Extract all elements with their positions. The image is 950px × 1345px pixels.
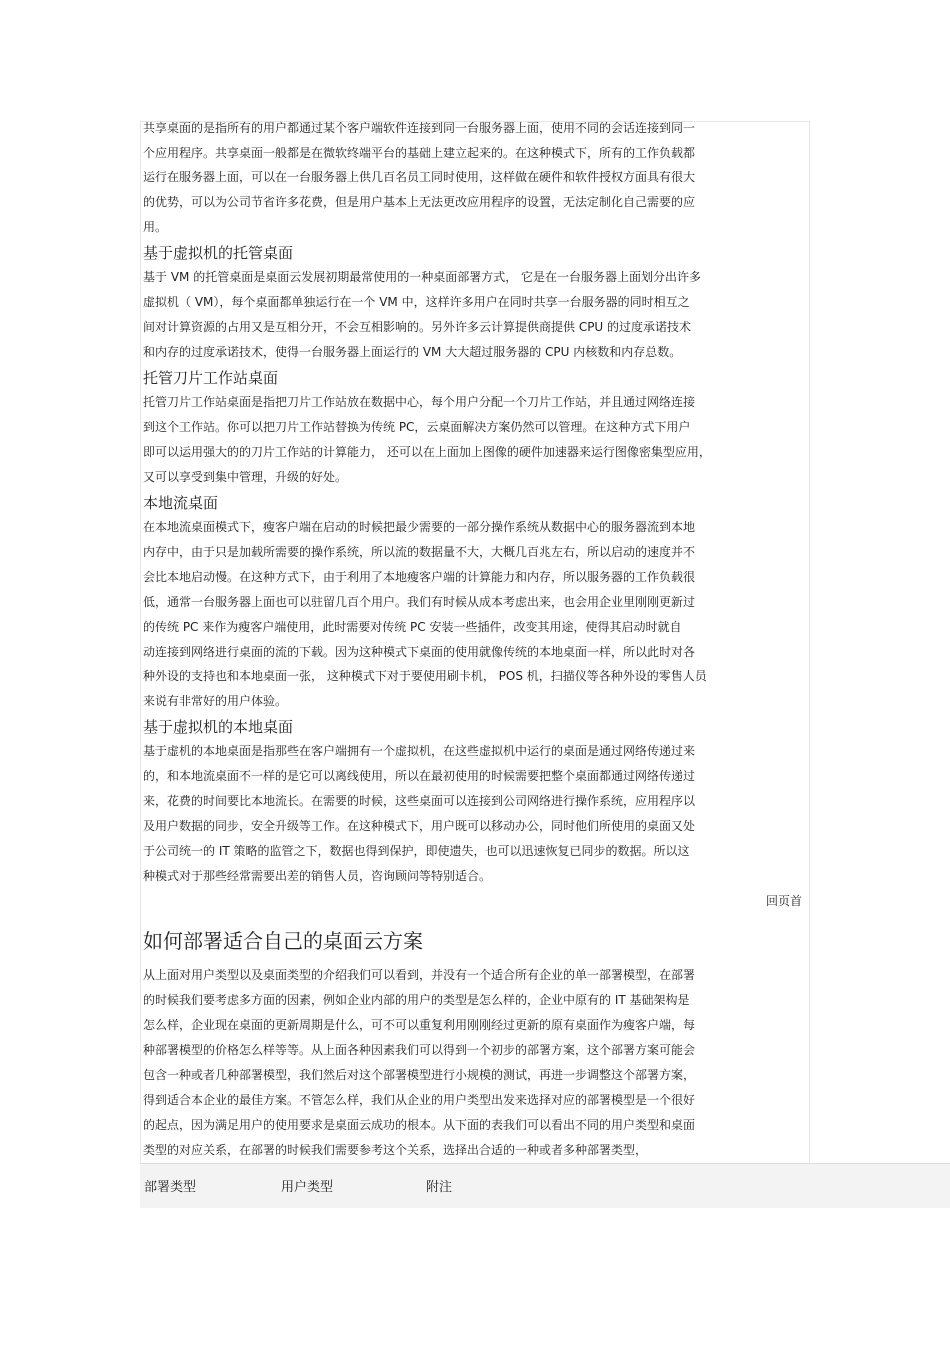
paragraph-line: 到这个工作站。你可以把刀片工作站替换为传统 PC，云桌面解决方案仍然可以管理。在这种方式下用户 — [143, 420, 691, 434]
paragraph-line: 及用户数据的同步，安全升级等工作。在这种模式下，用户既可以移动办公，同时他们所使用的桌面又处 — [143, 819, 696, 833]
table-header-notes: 附注 — [426, 1180, 453, 1195]
paragraph-line: 类型的对应关系，在部署的时候我们需要参考这个关系，选择出合适的一种或者多种部署类型， — [143, 1143, 648, 1157]
paragraph-line: 的，和本地流桌面不一样的是它可以离线使用，所以在最初使用的时候需要把整个桌面都通过网络传递过 — [143, 769, 696, 783]
paragraph-line: 于公司统一的 IT 策略的监管之下，数据也得到保护，即使遗失，也可以迅速恢复已同步的数据。所以这 — [143, 844, 690, 858]
paragraph-line: 来，花费的时间要比本地流长。在需要的时候，这些桌面可以连接到公司网络进行操作系统，应用程序以 — [143, 794, 696, 808]
paragraph-line: 运行在服务器上面，可以在一台服务器上供几百名员工同时使用，这样做在硬件和软件授权方面具有很大 — [143, 170, 696, 184]
paragraph-line: 得到适合本企业的最佳方案。不管怎么样，我们从企业的用户类型出发来选择对应的部署模型是一个很好 — [143, 1093, 696, 1107]
paragraph-line: 基于 VM 的托管桌面是桌面云发展初期最常使用的一种桌面部署方式， 它是在一台服务器上面划分出许多 — [143, 270, 702, 284]
paragraph-line: 包含一种或者几种部署模型，我们然后对这个部署模型进行小规模的测试，再进一步调整这个部署方案， — [143, 1068, 696, 1082]
paragraph-line: 动连接到网络进行桌面的流的下载。因为这种模式下桌面的使用就像传统的本地桌面一样，所以此时对各 — [143, 645, 696, 659]
paragraph-line: 和内存的过度承诺技术，使得一台服务器上面运行的 VM 大大超过服务器的 CPU 内核数和内存总数。 — [143, 345, 682, 359]
section-heading: 基于虚拟机的托管桌面 — [143, 244, 294, 262]
paragraph-line: 种模式对于那些经常需要出差的销售人员，咨询顾问等特别适合。 — [143, 869, 492, 883]
paragraph-line: 内存中，由于只是加载所需要的操作系统，所以流的数据量不大，大概几百兆左右，所以启动的速度并不 — [143, 545, 696, 559]
paragraph-line: 即可以运用强大的的刀片工作站的计算能力， 还可以在上面加上图像的硬件加速器来运行图像密集型应用， — [143, 445, 711, 459]
paragraph-line: 的优势，可以为公司节省许多花费，但是用户基本上无法更改应用程序的设置，无法定制化自己需要的应 — [143, 195, 696, 209]
paragraph-line: 间对计算资源的占用又是互相分开，不会互相影响的。另外许多云计算提供商提供 CPU 的过度承诺技术 — [143, 320, 692, 334]
paragraph-line: 在本地流桌面模式下，瘦客户端在启动的时候把最少需要的一部分操作系统从数据中心的服务器流到本地 — [143, 520, 696, 534]
paragraph-line: 个应用程序。共享桌面一般都是在微软终端平台的基础上建立起来的。在这种模式下，所有的工作负载都 — [143, 146, 696, 160]
paragraph-line: 又可以享受到集中管理，升级的好处。 — [143, 470, 348, 484]
paragraph-line: 托管刀片工作站桌面是指把刀片工作站放在数据中心，每个用户分配一个刀片工作站，并且通过网络连接 — [143, 395, 696, 409]
paragraph-line: 的传统 PC 来作为瘦客户端使用，此时需要对传统 PC 安装一些插件，改变其用途，使得其启动时就自 — [143, 620, 682, 634]
deployment-table-header — [140, 1163, 950, 1208]
paragraph-line: 低，通常一台服务器上面也可以驻留几百个用户。我们有时候从成本考虑出来，也会用企业里刚刚更新过 — [143, 595, 696, 609]
paragraph-line: 来说有非常好的用户体验。 — [143, 694, 288, 708]
paragraph-line: 怎么样，企业现在桌面的更新周期是什么，可不可以重复利用刚刚经过更新的原有桌面作为瘦客户端，每 — [143, 1018, 696, 1032]
paragraph-line: 虚拟机（ VM），每个桌面都单独运行在一个 VM 中，这样许多用户在同时共享一台服务器的同时相互之 — [143, 295, 690, 309]
table-header-user-type: 用户类型 — [281, 1180, 334, 1195]
paragraph-line: 基于虚机的本地桌面是指那些在客户端拥有一个虚拟机，在这些虚拟机中运行的桌面是通过网络传递过来 — [143, 744, 696, 758]
paragraph-line: 种部署模型的价格怎么样等等。从上面各种因素我们可以得到一个初步的部署方案，这个部署方案可能会 — [143, 1043, 696, 1057]
section-heading: 本地流桌面 — [143, 494, 219, 512]
paragraph-line: 种外设的支持也和本地桌面一张， 这种模式下对于要使用刷卡机， POS 机，扫描仪等各种外设的零售人员 — [143, 669, 707, 683]
paragraph-line: 从上面对用户类型以及桌面类型的介绍我们可以看到，并没有一个适合所有企业的单一部署模型，在部署 — [143, 968, 696, 982]
table-header-deploy-type: 部署类型 — [144, 1180, 197, 1195]
paragraph-line: 的起点，因为满足用户的使用要求是桌面云成功的根本。从下面的表我们可以看出不同的用户类型和桌面 — [143, 1118, 696, 1132]
section-heading: 托管刀片工作站桌面 — [143, 369, 279, 387]
page-section-title: 如何部署适合自己的桌面云方案 — [143, 929, 423, 953]
back-to-top-link[interactable]: 回页首 — [765, 894, 802, 908]
paragraph-line: 用。 — [143, 220, 168, 234]
paragraph-line: 共享桌面的是指所有的用户都通过某个客户端软件连接到同一台服务器上面，使用不同的会话连接到同一 — [143, 121, 696, 135]
paragraph-line: 会比本地启动慢。在这种方式下，由于利用了本地瘦客户端的计算能力和内存，所以服务器的工作负载很 — [143, 570, 696, 584]
section-heading: 基于虚拟机的本地桌面 — [143, 718, 294, 736]
paragraph-line: 的时候我们要考虑多方面的因素，例如企业内部的用户的类型是怎么样的，企业中原有的 IT 基础架构是 — [143, 993, 690, 1007]
